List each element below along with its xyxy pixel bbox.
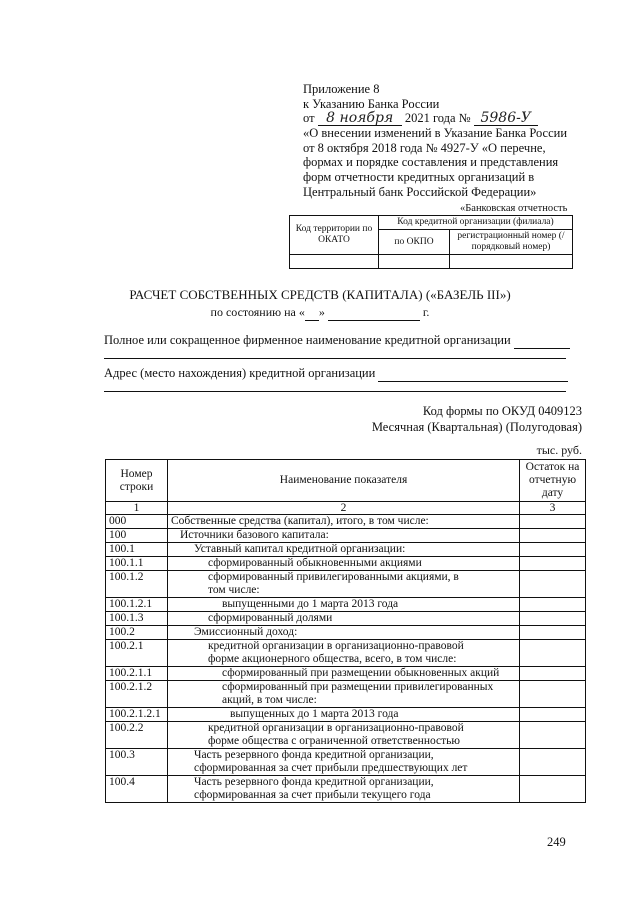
as-of-middle: » [318, 305, 325, 319]
org-code-header: Код кредитной организации (филиала) [379, 216, 573, 230]
col-header-balance: Остаток на отчетную дату [520, 460, 586, 502]
annex-line-6: формах и порядке составления и представления [303, 155, 559, 170]
row-name: кредитной организации в организационно-правовой форме акционерного общества, всего, в том числе: [167, 640, 519, 667]
table-row [106, 681, 586, 708]
document-title: РАСЧЕТ СОБСТВЕННЫХ СРЕДСТВ (КАПИТАЛА) («БАЗЕЛЬ III») [129, 287, 511, 302]
row-name: выпущенных до 1 марта 2013 года [167, 708, 519, 722]
row-code: 000 [106, 515, 168, 529]
row-code: 100.1.2.1 [106, 598, 168, 612]
row-code: 100.3 [106, 749, 168, 776]
address-line [104, 366, 568, 382]
table-row [106, 515, 586, 529]
table-row [106, 749, 586, 776]
table-row [106, 557, 586, 571]
row-value-cell[interactable] [520, 612, 586, 626]
row-value-cell[interactable] [520, 557, 586, 571]
bank-reporting-label: «Банковская отчетность [460, 203, 568, 214]
table-row [106, 722, 586, 749]
col-number-3: 3 [520, 502, 586, 515]
handwritten-number: 5986-У [474, 112, 538, 126]
address-label: Адрес (место нахождения) кредитной организации [104, 366, 376, 380]
annex-date-line [303, 111, 603, 126]
org-name-line [104, 333, 570, 349]
periodicity: Месячная (Квартальная) (Полугодовая) [371, 420, 582, 434]
handwritten-date: 8 ноября [318, 112, 402, 126]
row-name: сформированный при размещении привилегированных акций, в том числе: [167, 681, 519, 708]
annex-line-7: форм отчетности кредитных организаций в [303, 169, 535, 184]
row-code: 100.2.1.2.1 [106, 708, 168, 722]
row-value-cell[interactable] [520, 681, 586, 708]
row-value-cell[interactable] [520, 776, 586, 803]
row-code: 100.2 [106, 626, 168, 640]
okpo-header: по ОКПО [379, 230, 450, 255]
table-row [106, 598, 586, 612]
row-code: 100.4 [106, 776, 168, 803]
row-name: Уставный капитал кредитной организации: [167, 543, 519, 557]
capital-table [105, 459, 586, 803]
address-field[interactable] [378, 366, 568, 382]
reg-number-header: регистрационный номер (/порядковый номер) [450, 230, 573, 255]
annex-from-prefix: от [303, 111, 315, 126]
row-name: кредитной организации в организационно-правовой форме общества с ограниченной ответственностью [167, 722, 519, 749]
col-number-1: 1 [106, 502, 168, 515]
annex-year-text: 2021 года № [404, 111, 471, 126]
annex-line-4: «О внесении изменений в Указание Банка России [303, 126, 568, 141]
row-value-cell[interactable] [520, 708, 586, 722]
table-row [106, 612, 586, 626]
row-code: 100.2.1.1 [106, 667, 168, 681]
page-number: 249 [547, 835, 566, 849]
codes-table [289, 215, 573, 269]
annex-title: Приложение 8 [303, 82, 380, 96]
org-name-label: Полное или сокращенное фирменное наименование кредитной организации [104, 333, 511, 347]
annex-line-5: от 8 октября 2018 года № 4927-У «О перечне, [303, 140, 546, 155]
row-name: Часть резервного фонда кредитной организации, сформированная за счет прибыли текущего года [167, 776, 519, 803]
table-row [106, 708, 586, 722]
row-value-cell[interactable] [520, 515, 586, 529]
row-name: Источники базового капитала: [167, 529, 519, 543]
row-code: 100.1.1 [106, 557, 168, 571]
reg-number-value-cell[interactable] [450, 255, 573, 269]
form-code-block [372, 403, 582, 435]
okato-header: Код территории по ОКАТО [290, 216, 379, 255]
row-name: сформированный привилегированными акциями, в том числе: [167, 571, 519, 598]
table-row [106, 529, 586, 543]
row-code: 100.2.1 [106, 640, 168, 667]
row-value-cell[interactable] [520, 529, 586, 543]
table-row [106, 626, 586, 640]
as-of-month-field[interactable] [328, 305, 420, 321]
row-code: 100.1 [106, 543, 168, 557]
table-row [106, 640, 586, 667]
row-name: Собственные средства (капитал), итого, в том числе: [167, 515, 519, 529]
as-of-day-field[interactable] [305, 305, 319, 321]
row-value-cell[interactable] [520, 667, 586, 681]
row-value-cell[interactable] [520, 640, 586, 667]
okato-value-cell[interactable] [290, 255, 379, 269]
as-of-suffix: г. [422, 305, 430, 319]
annex-reference: к Указанию Банка России [303, 96, 440, 111]
annex-header [303, 82, 603, 199]
row-value-cell[interactable] [520, 626, 586, 640]
col-header-indicator: Наименование показателя [167, 460, 519, 502]
as-of-prefix: по состоянию на « [210, 305, 305, 319]
row-name: сформированный обыкновенными акциями [167, 557, 519, 571]
table-row [106, 543, 586, 557]
row-code: 100.1.2 [106, 571, 168, 598]
col-number-2: 2 [167, 502, 519, 515]
row-name: Эмиссионный доход: [167, 626, 519, 640]
table-row [106, 571, 586, 598]
form-code: Код формы по ОКУД 0409123 [422, 404, 582, 418]
as-of-date-line [0, 305, 640, 321]
row-name: Часть резервного фонда кредитной организации, сформированная за счет прибыли предшествующих лет [167, 749, 519, 776]
okpo-value-cell[interactable] [379, 255, 450, 269]
row-code: 100.2.1.2 [106, 681, 168, 708]
org-name-field[interactable] [514, 333, 570, 349]
col-header-row-number: Номер строки [106, 460, 168, 502]
org-name-continuation-line [104, 358, 566, 359]
row-value-cell[interactable] [520, 722, 586, 749]
annex-line-8: Центральный банк Российской Федерации» [303, 184, 537, 199]
row-value-cell[interactable] [520, 571, 586, 598]
row-code: 100.2.2 [106, 722, 168, 749]
row-value-cell[interactable] [520, 749, 586, 776]
table-row [106, 667, 586, 681]
row-code: 100 [106, 529, 168, 543]
table-row [106, 776, 586, 803]
units-label: тыс. руб. [536, 443, 582, 457]
row-value-cell[interactable] [520, 543, 586, 557]
row-name: сформированный долями [167, 612, 519, 626]
row-name: сформированный при размещении обыкновенных акций [167, 667, 519, 681]
row-code: 100.1.3 [106, 612, 168, 626]
address-continuation-line [104, 391, 566, 392]
row-value-cell[interactable] [520, 598, 586, 612]
row-name: выпущенными до 1 марта 2013 года [167, 598, 519, 612]
